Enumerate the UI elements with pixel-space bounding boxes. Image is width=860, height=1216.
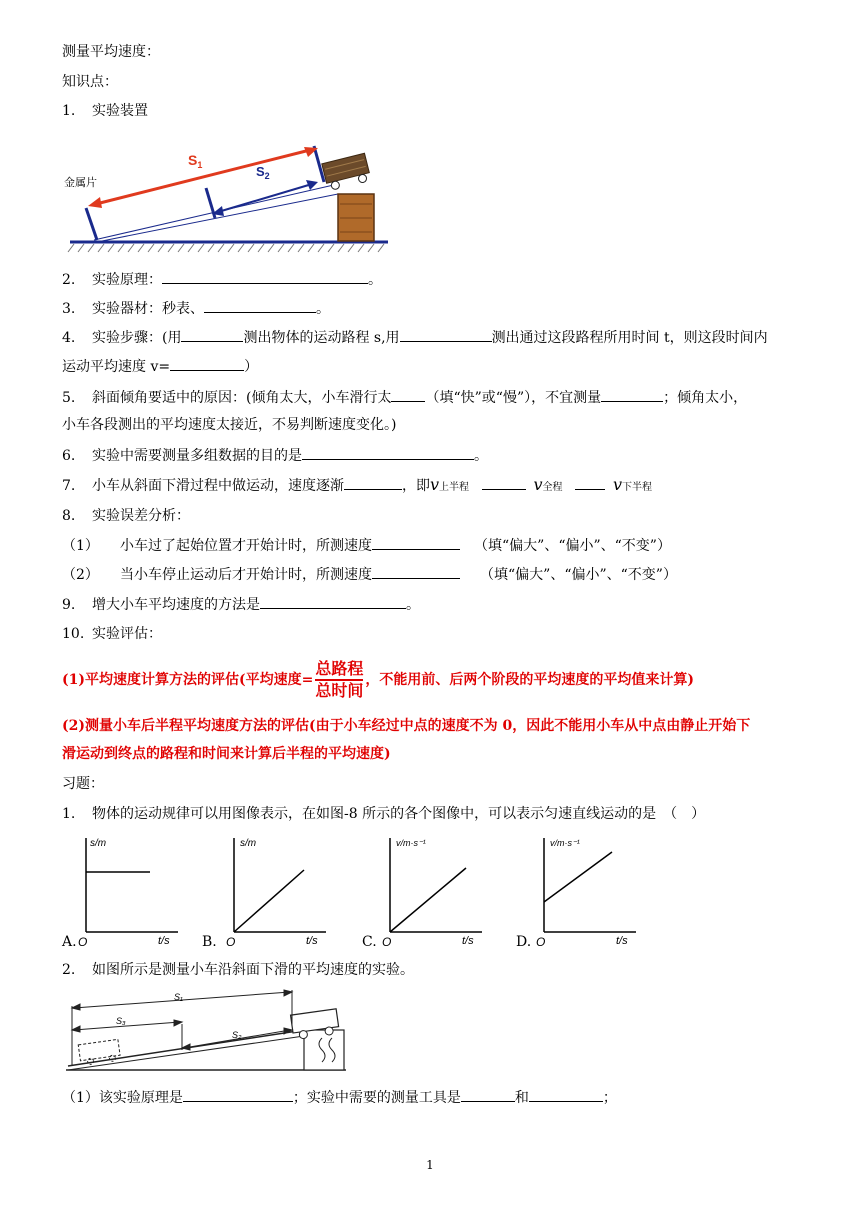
x-axis-label: t/s <box>462 935 474 947</box>
option-label: C. <box>362 934 377 950</box>
answer-blank[interactable] <box>183 1087 293 1102</box>
answer-blank[interactable] <box>529 1087 603 1102</box>
answer-blank[interactable] <box>344 475 402 490</box>
item-9: 9. 增大小车平均速度的方法是 。 <box>62 594 420 615</box>
y-axis-label: v/m·s⁻¹ <box>396 838 426 848</box>
graph-a[interactable] <box>78 832 188 948</box>
item-4: 4. 实验步骤：(用 测出物体的运动路程 s,用 测出通过这段路程所用时间 t，则这段时间内 <box>62 327 768 348</box>
incline-bottom <box>102 194 338 241</box>
item-5: 5. 斜面倾角要适中的原因：(倾角太大，小车滑行太 （填“快”或“慢”），不宜测量 ；倾角太小， <box>62 387 747 408</box>
item-8-2: （2） 当小车停止运动后才开始计时，所测速度 （填“偏大”、“偏小”、“不变”） <box>62 564 677 585</box>
x-axis-label: t/s <box>616 935 628 947</box>
s1-arrow <box>88 147 318 208</box>
question-1: 1. 物体的运动规律可以用图像表示，在如图-8 所示的各个图像中，可以表示匀速直线运动的是 （ ） <box>62 806 706 822</box>
item-7: 7. 小车从斜面下滑过程中做运动，速度逐渐 ，即v上半程 v全程 v下半程 <box>62 475 653 494</box>
item-number: 1. <box>62 103 76 119</box>
origin-label: O <box>382 935 392 948</box>
s3-arrow <box>72 1020 182 1032</box>
fraction: $\frac{\text{总路程}}{\text{总时间}}$ <box>315 659 364 700</box>
s2-label: $S_2$ <box>256 164 270 181</box>
answer-blank[interactable] <box>372 564 460 579</box>
metal-label: 金属片 <box>64 177 97 189</box>
graph-c[interactable] <box>382 832 492 948</box>
answer-blank[interactable] <box>601 387 663 402</box>
question-2-1: （1）该实验原理是 ；实验中需要的测量工具是 和 ； <box>62 1087 617 1108</box>
answer-blank[interactable] <box>260 594 406 609</box>
s2-arrow <box>212 180 318 216</box>
graph-b[interactable] <box>226 832 336 948</box>
answer-blank[interactable] <box>170 356 244 371</box>
origin-label: O <box>536 935 546 948</box>
setup-figure <box>62 138 392 258</box>
s1-label: $S_1$ <box>188 152 203 170</box>
item-8-1: （1） 小车过了起始位置才开始计时，所测速度 （填“偏大”、“偏小”、“不变”） <box>62 535 671 556</box>
item-10: 10. 实验评估： <box>62 626 162 642</box>
item-1 <box>62 101 148 121</box>
support-block <box>304 1030 344 1070</box>
answer-blank[interactable] <box>372 535 460 550</box>
evaluation-2-cont: 滑运动到终点的路程和时间来计算后半程的平均速度) <box>62 746 391 762</box>
x-axis-label: t/s <box>158 935 170 947</box>
answer-blank[interactable] <box>204 298 316 313</box>
item-text: 实验装置 <box>92 103 148 119</box>
incline-figure <box>64 986 348 1076</box>
knowledge-label: 知识点： <box>62 74 118 90</box>
origin-label: O <box>78 935 88 948</box>
answer-blank[interactable] <box>391 387 425 402</box>
item-2: 2. 实验原理： 。 <box>62 269 382 290</box>
page-number: 1 <box>426 1158 434 1172</box>
answer-blank[interactable] <box>461 1087 515 1102</box>
y-axis-label: s/m <box>90 838 107 849</box>
y-axis-label: s/m <box>240 838 257 849</box>
origin-label: O <box>226 935 236 948</box>
s3-label: S₃ <box>116 1016 126 1026</box>
item-3: 3. 实验器材：秒表、 。 <box>62 298 330 319</box>
option-label: A. <box>62 934 77 950</box>
metal-plate <box>86 208 97 240</box>
answer-blank[interactable] <box>162 269 368 284</box>
graph-line <box>390 868 466 932</box>
question-2: 2. 如图所示是测量小车沿斜面下滑的平均速度的实验。 <box>62 962 414 978</box>
y-axis-label: v/m·s⁻¹ <box>550 838 580 848</box>
x-axis-label: t/s <box>306 935 318 947</box>
evaluation-1: (1)平均速度计算方法的评估(平均速度= $\frac{\text{总路程}}{\text{总时间}}$ ，不能用前、后两个阶段的平均速度的平均值来计算) <box>62 659 694 700</box>
item-5-cont: 小车各段测出的平均速度太接近，不易判断速度变化。) <box>62 417 397 433</box>
cart <box>322 153 371 191</box>
graph-line <box>234 870 304 932</box>
graph-d[interactable] <box>536 832 646 948</box>
answer-blank[interactable] <box>181 327 243 342</box>
s2-label: S₂ <box>232 1030 242 1040</box>
page-heading: 测量平均速度： <box>62 44 160 60</box>
s1-label: S₁ <box>174 992 183 1002</box>
ground-hatch <box>68 244 384 252</box>
item-8: 8. 实验误差分析： <box>62 508 190 524</box>
exercise-label: 习题： <box>62 776 104 792</box>
item-6: 6. 实验中需要测量多组数据的目的是 。 <box>62 445 488 466</box>
evaluation-2: (2)测量小车后半程平均速度方法的评估(由于小车经过中点的速度不为 0，因此不能用小车从中点由静止开始下 <box>62 718 751 734</box>
answer-blank[interactable] <box>302 445 474 460</box>
answer-blank[interactable] <box>482 475 526 490</box>
answer-blank[interactable] <box>400 327 492 342</box>
graph-line <box>544 852 612 902</box>
answer-blank[interactable] <box>575 475 605 490</box>
item-4-cont: 运动平均速度 v= ） <box>62 356 258 377</box>
option-label: D. <box>516 934 532 950</box>
option-label: B. <box>202 934 217 950</box>
